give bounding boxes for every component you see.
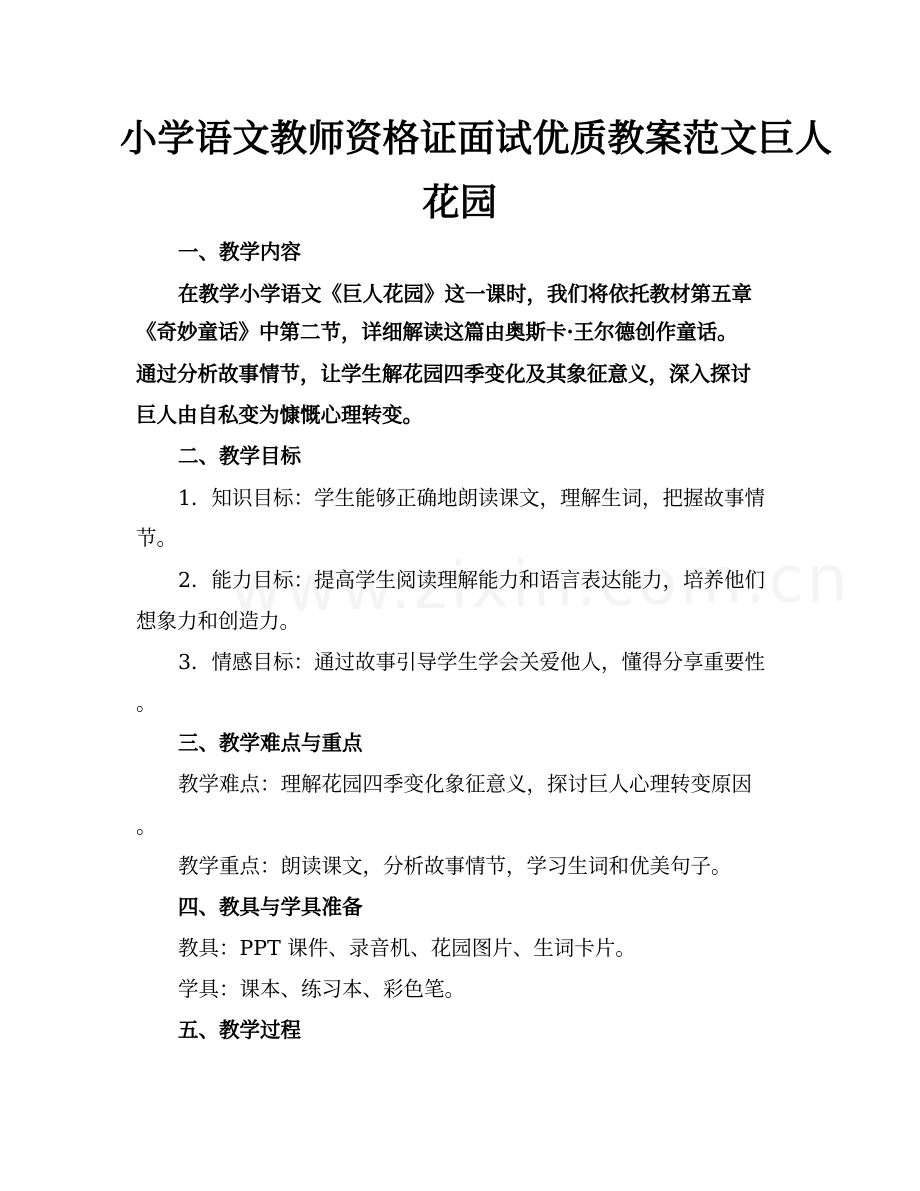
paragraph-line: 2．能力目标：提高学生阅读理解能力和语言表达能力，培养他们 xyxy=(178,568,766,592)
paragraph-line: 教学重点：朗读课文，分析故事情节，学习生词和优美句子。 xyxy=(178,854,732,878)
paragraph-line: 在教学小学语文《巨人花园》这一课时，我们将依托教材第五章 xyxy=(178,282,752,306)
paragraph-line: 巨人由自私变为慷慨心理转变。 xyxy=(136,403,423,427)
paragraph-line: 《奇妙童话》中第二节，详细解读这篇由奥斯卡·王尔德创作童话。 xyxy=(136,320,738,344)
section-heading-content: 一、教学内容 xyxy=(178,240,301,264)
paragraph-line: 通过分析故事情节，让学生解花园四季变化及其象征意义，深入探讨 xyxy=(136,362,751,386)
section-heading-objectives: 二、教学目标 xyxy=(178,444,301,468)
paragraph-line: 教具：PPT 课件、录音机、花园图片、生词卡片。 xyxy=(178,936,636,960)
paragraph-line: 节。 xyxy=(136,526,177,550)
section-heading-materials: 四、教具与学具准备 xyxy=(178,895,363,919)
section-heading-difficulties: 三、教学难点与重点 xyxy=(178,731,363,755)
section-heading-process: 五、教学过程 xyxy=(178,1018,301,1042)
paragraph-line: 教学难点：理解花园四季变化象征意义，探讨巨人心理转变原因 xyxy=(178,772,752,796)
paragraph-line: 。 xyxy=(136,814,157,838)
paragraph-line: 想象力和创造力。 xyxy=(136,609,300,633)
paragraph-line: 3．情感目标：通过故事引导学生学会关爱他人，懂得分享重要性 xyxy=(178,650,766,674)
paragraph-line: 。 xyxy=(136,691,157,715)
paragraph-line: 学具：课本、练习本、彩色笔。 xyxy=(178,977,465,1001)
document-title-line-1: 小学语文教师资格证面试优质教案范文巨人 xyxy=(120,116,833,160)
paragraph-line: 1．知识目标：学生能够正确地朗读课文，理解生词，把握故事情 xyxy=(178,486,766,510)
document-title-line-2: 花园 xyxy=(422,180,498,224)
